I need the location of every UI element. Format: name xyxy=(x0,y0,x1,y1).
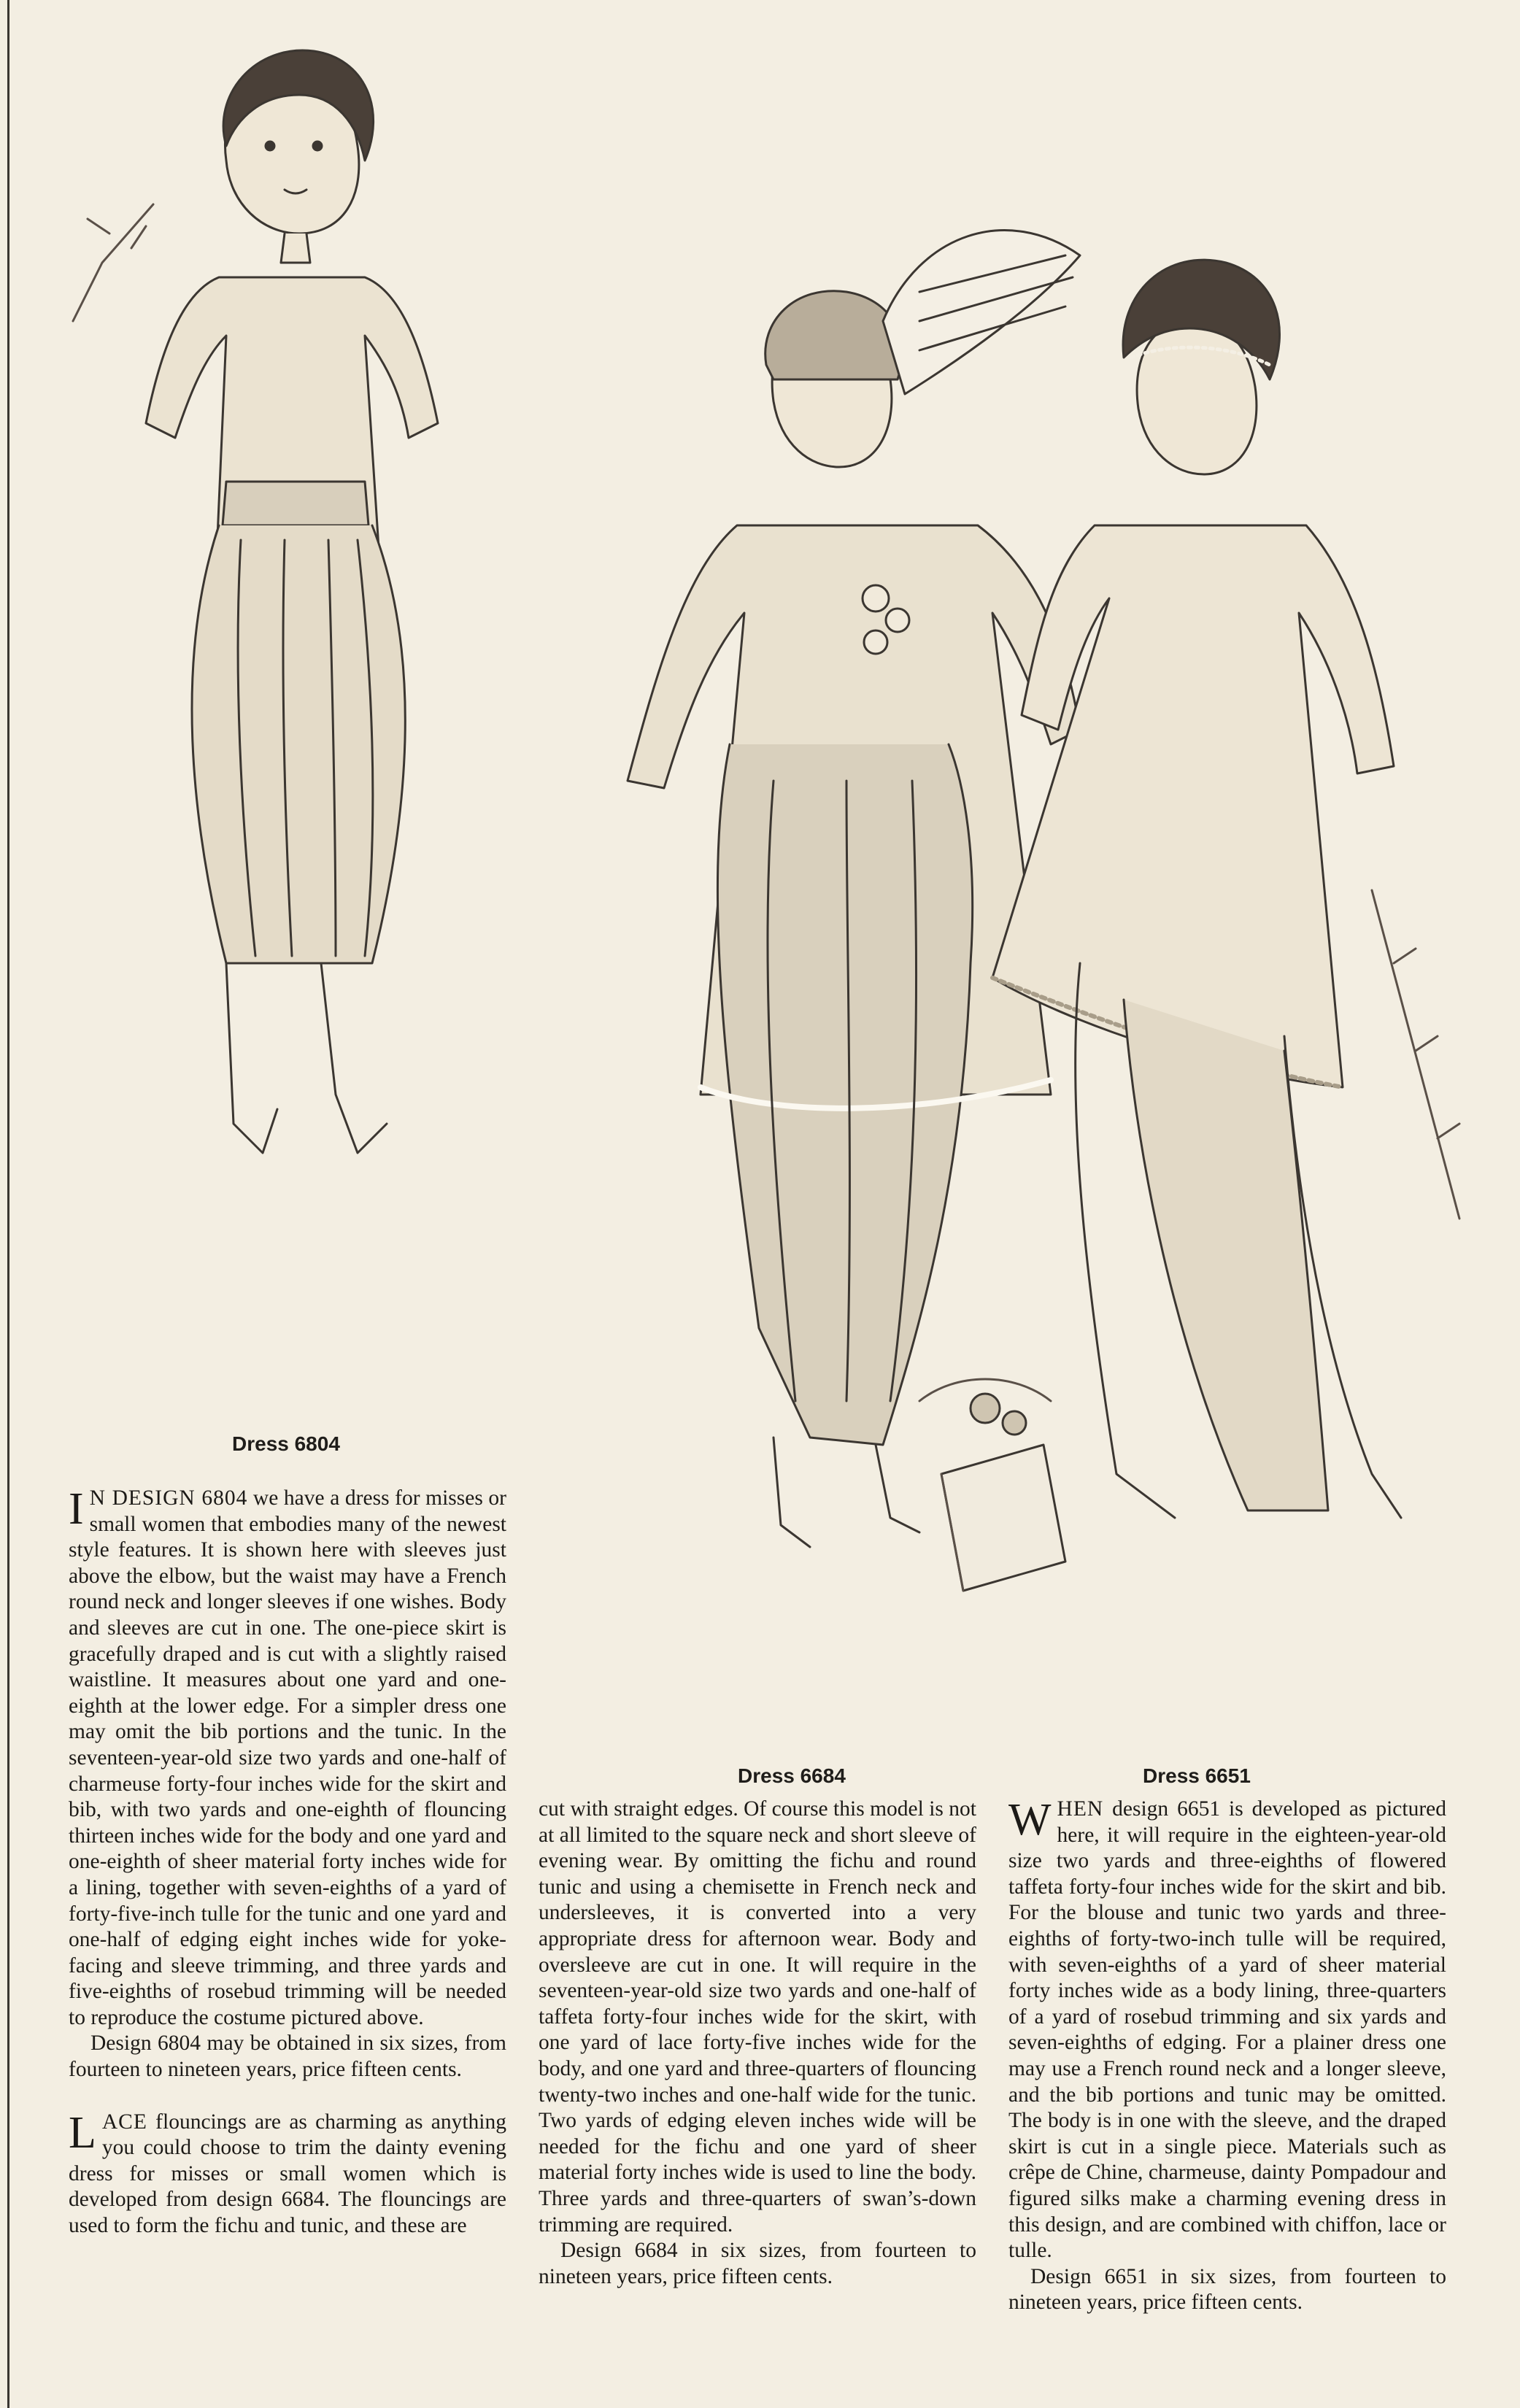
lead-in: HEN xyxy=(1057,1797,1104,1821)
caption-dress-6651: Dress 6651 xyxy=(1143,1764,1251,1787)
text-column-left xyxy=(69,1486,506,2239)
drop-cap-w: W xyxy=(1008,1795,1052,1845)
paragraph-6684-sizes: Design 6684 in six sizes, from fourteen to nineteen years, price fifteen cents. xyxy=(539,2239,976,2288)
paragraph-text: flouncings are as charming as anything you could choose to trim the dainty evening dress for misses or small women which is developed from design 6684. The flouncings are used to form the fichu and tunic, and these are xyxy=(69,2110,506,2238)
drop-cap-l: L xyxy=(69,2107,96,2158)
paragraph-design-6684: cut with straight edges. Of course this model is not at all limited to the square neck and short sleeve of evening wear. By omitting the fichu and round tunic and using a chemisette in French neck and undersleeves, it is converted into a very appropriate dress for afternoon wear. Body and oversleeve are cut in one. It will require in the seventeen-year-old size two yards and one-half of taffeta forty-four inches wide for the skirt, with one yard of lace forty-five inches wide for the body, and one yard and three-quarters of flouncing twenty-two inches and one-half wide for the tunic. Two yards of edging eleven inches wide will be needed for the fichu and one yard of sheer material forty inches wide is used to line the body. Three yards and three-quarters of swan’s-down trimming are required. xyxy=(539,1797,976,2237)
text-column-right xyxy=(1008,1797,1446,2316)
paragraph-design-6804 xyxy=(69,1486,506,2031)
figure-dress-6684 xyxy=(628,231,1080,1547)
paragraph-design-6651 xyxy=(1008,1797,1446,2264)
paragraph-text: we have a dress for misses or small women that embodies many of the newest style features. It is shown here with sleeves just above the elbow, but the waist may have a French round neck and longer sleeves if one wishes. Body and sleeves are cut in one. The one-piece skirt is gracefully draped and is cut with a slightly raised waistline. It measures about one yard and one-eighth at the lower edge. For a simpler dress one may omit the bib portions and the tunic. In the seventeen-year-old size two yards and one-half of charmeuse forty-four inches wide for the skirt and bib, with two yards and one-eighth of flouncing thirteen inches wide for the body and one yard and one-eighth of sheer material forty inches wide for a lining, together with seven-eighths of a yard of forty-five-inch tulle for the tunic and one yard and one-half of edging eight inches wide for yoke-facing and sleeve trimming, and three yards and five-eighths of rosebud trimming will be needed to reproduce the costume pictured above. xyxy=(69,1486,506,2029)
flower-box xyxy=(919,1379,1065,1591)
paragraph-lace-flouncings xyxy=(69,2107,506,2239)
paragraph-text: design 6651 is developed as pictured here, it will require in the eighteen-year-old size two yards and three-eighths of flowered taffeta forty-four inches wide for the skirt and bib. For the blouse and tunic two yards and three-eighths of forty-two-inch tulle will be required, with seven-eighths of a yard of sheer material forty inches wide as a body lining, three-quarters of a yard of rosebud trimming and six yards and seven-eighths of edging. For a plainer dress one may use a French round neck and a longer sleeve, and the bib portions and tunic may be omitted. The body is in one with the sleeve, and the draped skirt is cut in a single piece. Materials such as crêpe de Chine, charmeuse, dainty Pompadour and figured silks make a charming evening dress in this design, and are combined with chiffon, lace or tulle. xyxy=(1008,1797,1446,2263)
figure-dress-6651 xyxy=(992,260,1459,1518)
figure-dress-6804 xyxy=(73,50,438,1153)
lead-in: ACE xyxy=(101,2110,147,2134)
drop-cap-i: I xyxy=(69,1484,84,1534)
caption-dress-6804: Dress 6804 xyxy=(232,1432,340,1455)
paragraph-6804-sizes: Design 6804 may be obtained in six sizes, from fourteen to nineteen years, price fifteen cents. xyxy=(69,2031,506,2082)
paragraph-6651-sizes: Design 6651 in six sizes, from fourteen to nineteen years, price fifteen cents. xyxy=(1008,2264,1446,2315)
caption-dress-6684: Dress 6684 xyxy=(738,1764,846,1787)
text-column-middle xyxy=(539,1797,976,2290)
left-margin-rule xyxy=(7,0,9,2408)
lead-in: N DESIGN 6804 xyxy=(89,1486,248,1510)
